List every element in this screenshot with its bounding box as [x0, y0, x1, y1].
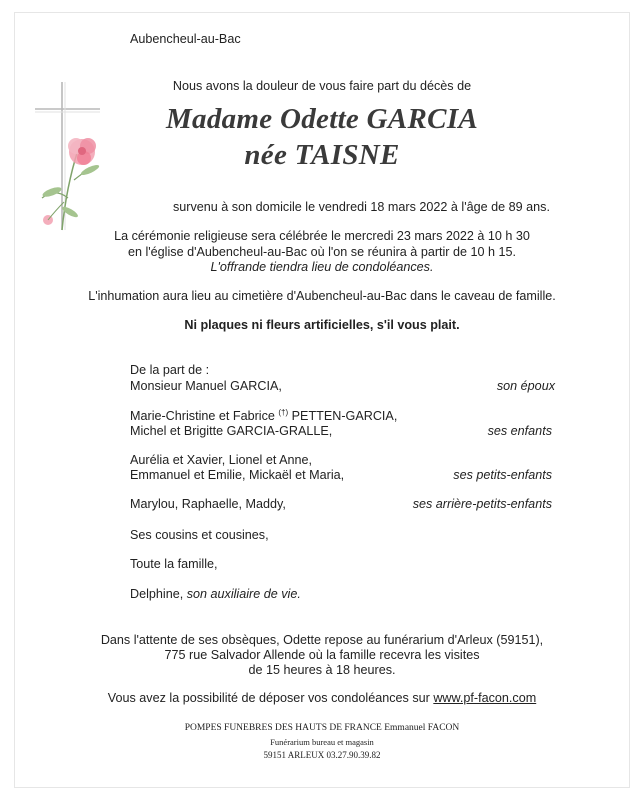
viewing-line-2: 775 rue Salvador Allende où la famille recevra les visites: [164, 648, 480, 662]
husband-relation: son époux: [496, 379, 555, 393]
viewing-line-3: de 15 heures à 18 heures.: [248, 663, 396, 677]
condolences-link[interactable]: www.pf-facon.com: [433, 691, 537, 705]
helper-role: son auxiliaire de vie.: [186, 587, 301, 601]
family-intro: De la part de :: [130, 363, 210, 377]
ceremony-line-1: La cérémonie religieuse sera célébrée le mercredi 23 mars 2022 à 10 h 30: [114, 229, 530, 243]
children-line-1-end: PETTEN-GARCIA,: [288, 409, 398, 424]
great-grandchildren-names: Marylou, Raphaelle, Maddy,: [130, 497, 286, 511]
burial-info: L'inhumation aura lieu au cimetière d'Aubencheul-au-Bac dans le caveau de famille.: [88, 289, 556, 303]
children-relation: ses enfants: [487, 424, 552, 438]
grandchildren-line-1: Aurélia et Xavier, Lionel et Anne,: [130, 453, 313, 467]
cousins-line: Ses cousins et cousines,: [130, 528, 269, 542]
footer-company: POMPES FUNEBRES DES HAUTS DE FRANCE Emmanuel FACON: [184, 723, 460, 733]
offering-note: L'offrande tiendra lieu de condoléances.: [210, 260, 434, 274]
helper-line: [130, 587, 301, 601]
announcement-intro: Nous avons la douleur de vous faire part du décès de: [172, 79, 472, 93]
grandchildren-line-2: Emmanuel et Emilie, Mickaël et Maria,: [130, 468, 345, 482]
condolences-line: [0, 691, 644, 705]
town-heading: Aubencheul-au-Bac: [130, 32, 241, 46]
grandchildren-relation: ses petits-enfants: [453, 468, 552, 482]
helper-name: Delphine,: [130, 587, 187, 601]
whole-family-line: Toute la famille,: [130, 557, 218, 571]
great-grandchildren-relation: ses arrière-petits-enfants: [412, 497, 552, 511]
husband-name: Monsieur Manuel GARCIA,: [130, 379, 282, 393]
children-line-1: [130, 408, 397, 423]
ceremony-line-2: en l'église d'Aubencheul-au-Bac où l'on se réunira à partir de 10 h 15.: [127, 245, 517, 259]
condolences-text: Vous avez la possibilité de déposer vos condoléances sur: [107, 691, 434, 705]
footer-address: 59151 ARLEUX 03.27.90.39.82: [263, 750, 381, 760]
deceased-maiden-name: née TAISNE: [244, 139, 400, 171]
children-line-1-start: Marie-Christine et Fabrice: [130, 409, 279, 424]
no-flowers-note: Ni plaques ni fleurs artificielles, s'il vous plait.: [184, 318, 460, 332]
deceased-mark: (†): [278, 408, 289, 417]
deceased-name: Madame Odette GARCIA: [165, 103, 479, 135]
death-info: survenu à son domicile le vendredi 18 mars 2022 à l'âge de 89 ans.: [173, 200, 550, 214]
children-line-2: Michel et Brigitte GARCIA-GRALLE,: [130, 424, 333, 438]
viewing-line-1: Dans l'attente de ses obsèques, Odette repose au funérarium d'Arleux (59151),: [100, 633, 544, 647]
footer-services: Funérarium bureau et magasin: [270, 737, 374, 747]
